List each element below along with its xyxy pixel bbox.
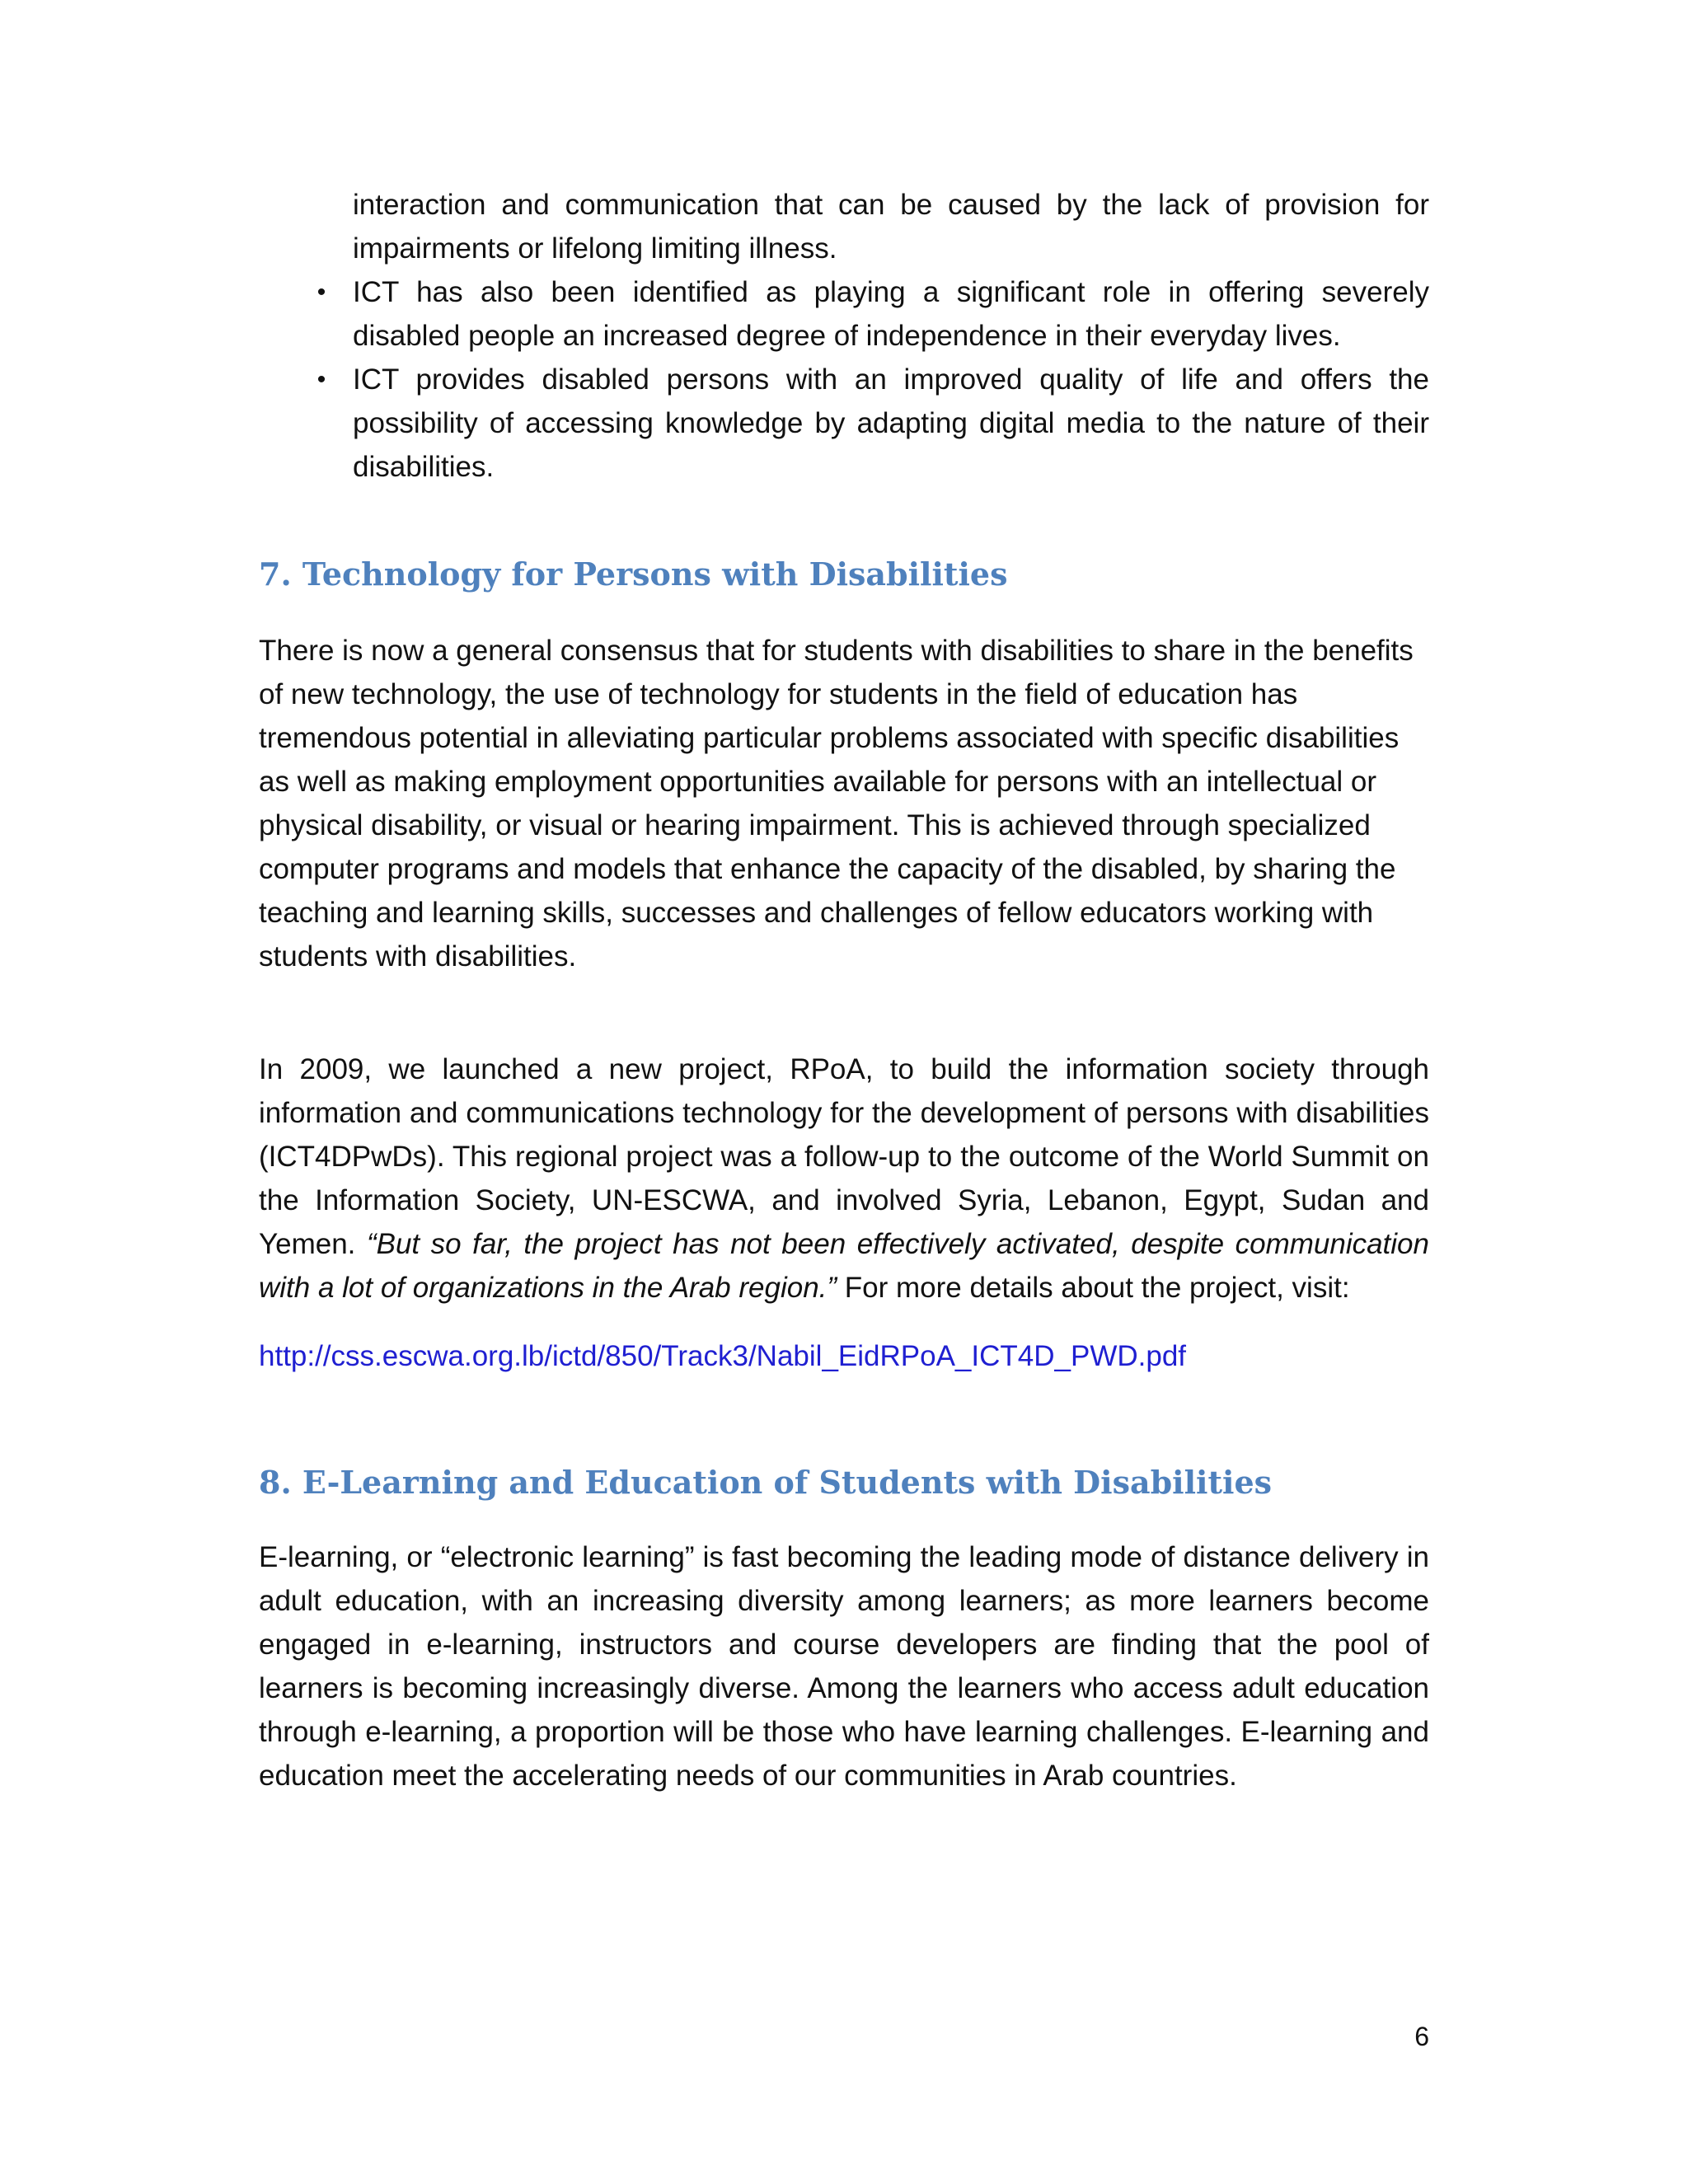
- bullet-item-text: ICT provides disabled persons with an improved quality of life and offers the possibility of accessing knowledge by adapting digital media to the nature of their disabilities.: [353, 363, 1429, 483]
- bullet-dot-icon: •: [316, 279, 326, 306]
- paragraph-2-quote: “But so far, the project has not been effectively activated, despite communication with a lot of organizations in the Arab region.”: [259, 1228, 1429, 1304]
- page-number: 6: [1414, 2022, 1429, 2051]
- section-8-heading: 8. E-Learning and Education of Students with Disabilities: [259, 1464, 1273, 1501]
- section-7-paragraph-2: [259, 1047, 1429, 1310]
- section-7-heading: 7. Technology for Persons with Disabilities: [259, 555, 1008, 593]
- bullet-continuation: [259, 183, 1429, 270]
- bullet-dot-icon: •: [316, 366, 326, 393]
- paragraph-2-start: In 2009, we launched a new project, RPoA, to build the information society through information and communications technology for the development of persons with disabilities (ICT4DPwDs). This regional project was a follow-up to the outcome of the World Summit on the Information Society, UN-ESCWA, and involved Syria, Lebanon, Egypt, Sudan and Yemen.: [259, 1053, 1429, 1260]
- section-8-paragraph: E-learning, or “electronic learning” is fast becoming the leading mode of distance delivery in adult education, with an increasing diversity among learners; as more learners become engaged in e-learning, instructors and course developers are finding that the pool of learners is becoming increasingly diverse. Among the learners who access adult education through e-learning, a proportion will be those who have learning challenges. E-learning and education meet the accelerating needs of our communities in Arab countries.: [259, 1541, 1429, 1792]
- page-content: [259, 183, 1429, 1797]
- project-link[interactable]: http://css.escwa.org.lb/ictd/850/Track3/Nabil_EidRPoA_ICT4D_PWD.pdf: [259, 1340, 1187, 1372]
- bullet-item: [259, 270, 1429, 358]
- bullet-continuation-text: interaction and communication that can be caused by the lack of provision for impairments or lifelong limiting illness.: [353, 189, 1429, 265]
- bullet-item-text: ICT has also been identified as playing a significant role in offering severely disabled people an increased degree of independence in their everyday lives.: [353, 276, 1429, 352]
- bullet-item: [259, 358, 1429, 489]
- bullet-list: [259, 270, 1429, 489]
- paragraph-2-end: For more details about the project, visit:: [837, 1272, 1350, 1304]
- section-7-paragraph-1: There is now a general consensus that for students with disabilities to share in the benefits of new technology, the use of technology for students in the field of education has tremendous potential in alleviating particular problems associated with specific disabilities as well as making employment opportunities available for persons with an intellectual or physical disability, or visual or hearing impairment. This is achieved through specialized computer programs and models that enhance the capacity of the disabled, by sharing the teaching and learning skills, successes and challenges of fellow educators working with students with disabilities.: [259, 635, 1414, 972]
- project-link-paragraph: [259, 1334, 1429, 1378]
